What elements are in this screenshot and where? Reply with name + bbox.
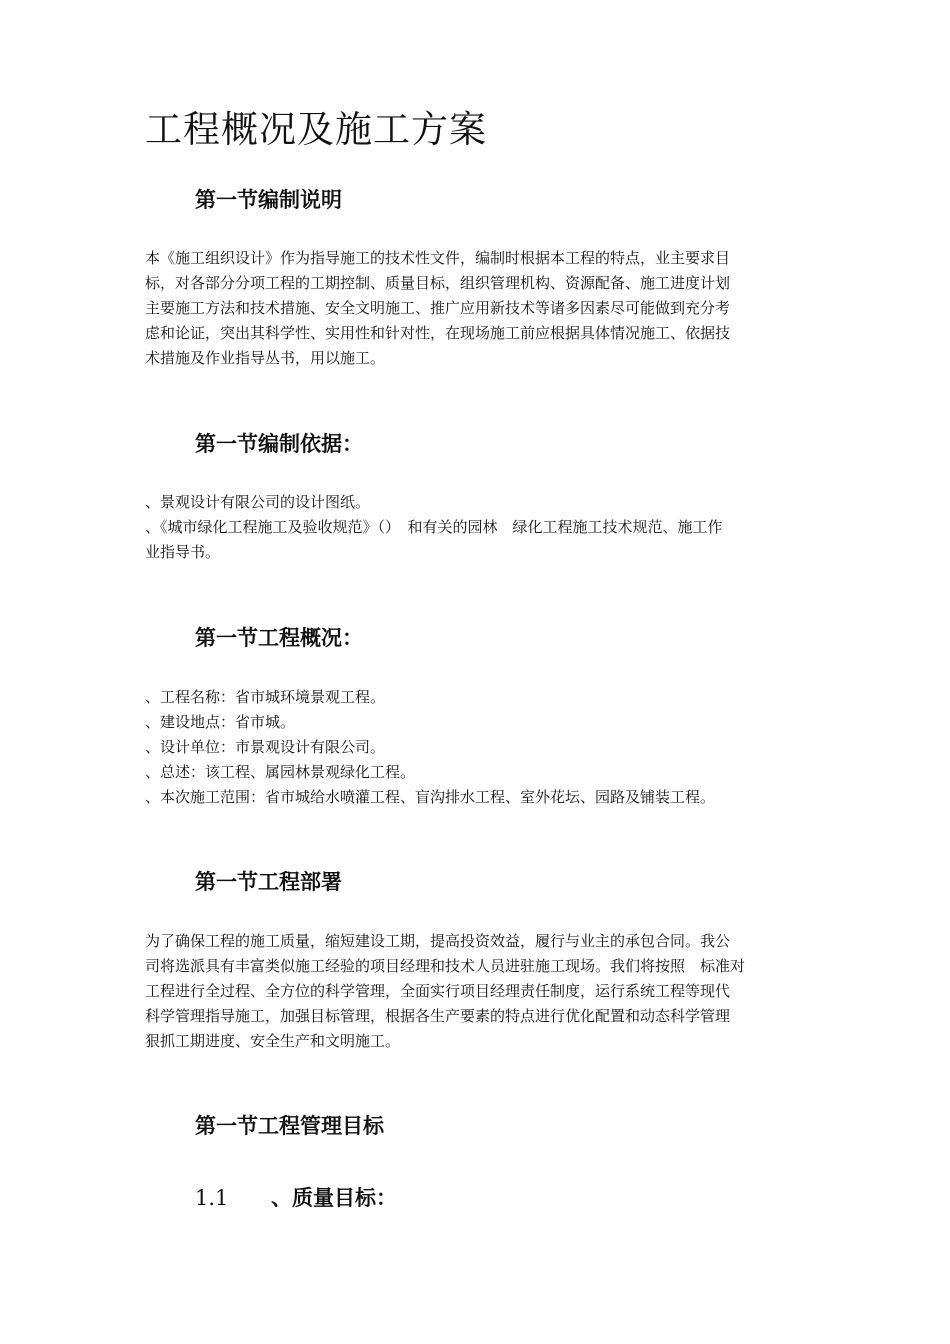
list-item: 、景观设计有限公司的设计图纸。 (145, 493, 371, 511)
paragraph-line: 术措施及作业指导丛书，用以施工。 (145, 349, 386, 367)
section-heading-compilation-notes: 第一节编制说明 (195, 187, 342, 212)
subheading-quality-goals (195, 1183, 397, 1213)
list-compilation-basis (145, 490, 807, 565)
list-project-overview (145, 685, 807, 810)
subheading-text: 、质量目标： (271, 1185, 397, 1210)
paragraph-line: 科学管理指导施工，加强目标管理，根据各生产要素的特点进行优化配置和动态科学管理 (145, 1007, 731, 1025)
list-item: 、设计单位：市景观设计有限公司。 (145, 738, 386, 756)
subheading-number: 1.1 (195, 1186, 229, 1210)
paragraph-project-deployment (145, 929, 807, 1054)
list-item: 业指导书。 (145, 543, 221, 561)
paragraph-line: 司将选派具有丰富类似施工经验的项目经理和技术人员进驻施工现场。我们将按照 标准对 (145, 957, 746, 975)
section-heading-compilation-basis: 第一节编制依据： (195, 431, 363, 456)
list-item: 、《城市绿化工程施工及验收规范》（） 和有关的园林 绿化工程施工技术规范、施工作 (145, 518, 723, 536)
paragraph-line: 虑和论证，突出其科学性、实用性和针对性，在现场施工前应根据具体情况施工、依据技 (145, 324, 731, 342)
paragraph-line: 工程进行全过程、全方位的科学管理，全面实行项目经理责任制度，运行系统工程等现代 (145, 982, 731, 1000)
section-heading-project-overview: 第一节工程概况： (195, 625, 363, 650)
paragraph-line: 主要施工方法和技术措施、安全文明施工、推广应用新技术等诸多因素尽可能做到充分考 (145, 299, 731, 317)
list-item: 、本次施工范围：省市城给水喷灌工程、盲沟排水工程、室外花坛、园路及铺装工程。 (145, 788, 716, 806)
paragraph-line: 为了确保工程的施工质量，缩短建设工期，提高投资效益，履行与业主的承包合同。我公 (145, 932, 731, 950)
document-title: 工程概况及施工方案 (145, 108, 487, 151)
paragraph-line: 本《施工组织设计》作为指导施工的技术性文件，编制时根据本工程的特点，业主要求目 (145, 249, 731, 267)
list-item: 、工程名称：省市城环境景观工程。 (145, 688, 386, 706)
list-item: 、总述：该工程、属园林景观绿化工程。 (145, 763, 416, 781)
section-heading-management-goals: 第一节工程管理目标 (195, 1113, 384, 1138)
list-item: 、建设地点：省市城。 (145, 713, 296, 731)
paragraph-line: 标，对各部分分项工程的工期控制、质量目标，组织管理机构、资源配备、施工进度计划 (145, 274, 731, 292)
paragraph-compilation-notes (145, 246, 807, 371)
paragraph-line: 狠抓工期进度、安全生产和文明施工。 (145, 1032, 401, 1050)
section-heading-project-deployment: 第一节工程部署 (195, 869, 342, 894)
